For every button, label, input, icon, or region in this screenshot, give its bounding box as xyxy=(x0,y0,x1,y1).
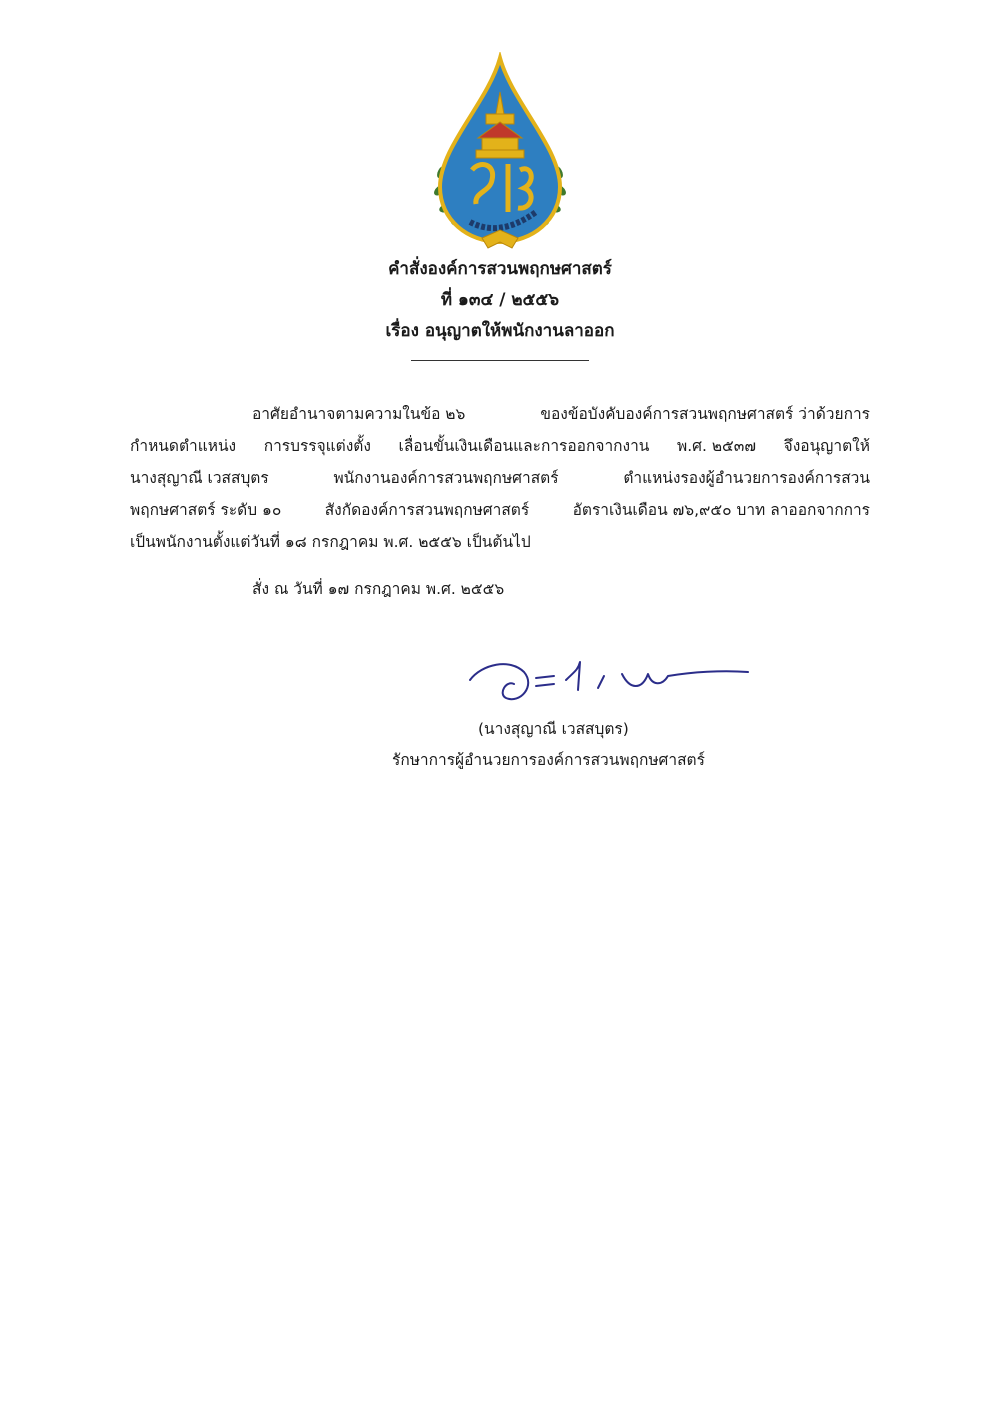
body-text: สังกัดองค์การสวนพฤกษศาสตร์ xyxy=(324,501,530,519)
order-body xyxy=(130,398,870,558)
body-text: เป็นพนักงานตั้งแต่วันที่ ๑๘ กรกฎาคม พ.ศ. ๒๕๕๖ เป็นต้นไป xyxy=(130,533,531,551)
body-line xyxy=(130,398,870,430)
order-title: คำสั่งองค์การสวนพฤกษศาสตร์ xyxy=(388,259,612,279)
body-text: จึงอนุญาตให้ xyxy=(783,437,870,455)
body-text: เลื่อนขั้นเงินเดือนและการออกจากงาน xyxy=(398,437,650,455)
body-text: การบรรจุแต่งตั้ง xyxy=(263,437,371,455)
body-text: อาศัยอำนาจตามความในข้อ ๒๖ xyxy=(252,405,466,423)
order-date: สั่ง ณ วันที่ ๑๗ กรกฎาคม พ.ศ. ๒๕๕๖ xyxy=(252,580,505,598)
body-text: อัตราเงินเดือน ๗๖,๙๕๐ บาท ลาออกจากการ xyxy=(572,501,870,519)
body-text: นางสุญาณี เวสสบุตร xyxy=(130,469,269,487)
body-text: กำหนดตำแหน่ง xyxy=(130,437,237,455)
order-subject: เรื่อง อนุญาตให้พนักงานลาออก xyxy=(385,321,615,341)
body-text: ตำแหน่งรองผู้อำนวยการองค์การสวน xyxy=(623,469,870,487)
body-text: ของข้อบังคับองค์การสวนพฤกษศาสตร์ ว่าด้วยการ xyxy=(540,405,870,423)
handwritten-signature xyxy=(462,650,752,710)
botanical-garden-organization-emblem-icon xyxy=(420,52,580,252)
body-text: พฤกษศาสตร์ ระดับ ๑๐ xyxy=(130,501,282,519)
body-line xyxy=(130,526,870,558)
signatory-name: (นางสุญาณี เวสสบุตร) xyxy=(478,720,629,738)
body-text: พนักงานองค์การสวนพฤกษศาสตร์ xyxy=(333,469,559,487)
body-text: พ.ศ. ๒๕๓๗ xyxy=(677,437,757,455)
signatory-title: รักษาการผู้อำนวยการองค์การสวนพฤกษศาสตร์ xyxy=(392,751,705,769)
body-line xyxy=(130,462,870,494)
header-divider xyxy=(411,360,589,361)
body-line xyxy=(130,430,870,462)
order-number: ที่ ๑๓๔ / ๒๕๕๖ xyxy=(440,290,560,310)
body-line xyxy=(130,494,870,526)
